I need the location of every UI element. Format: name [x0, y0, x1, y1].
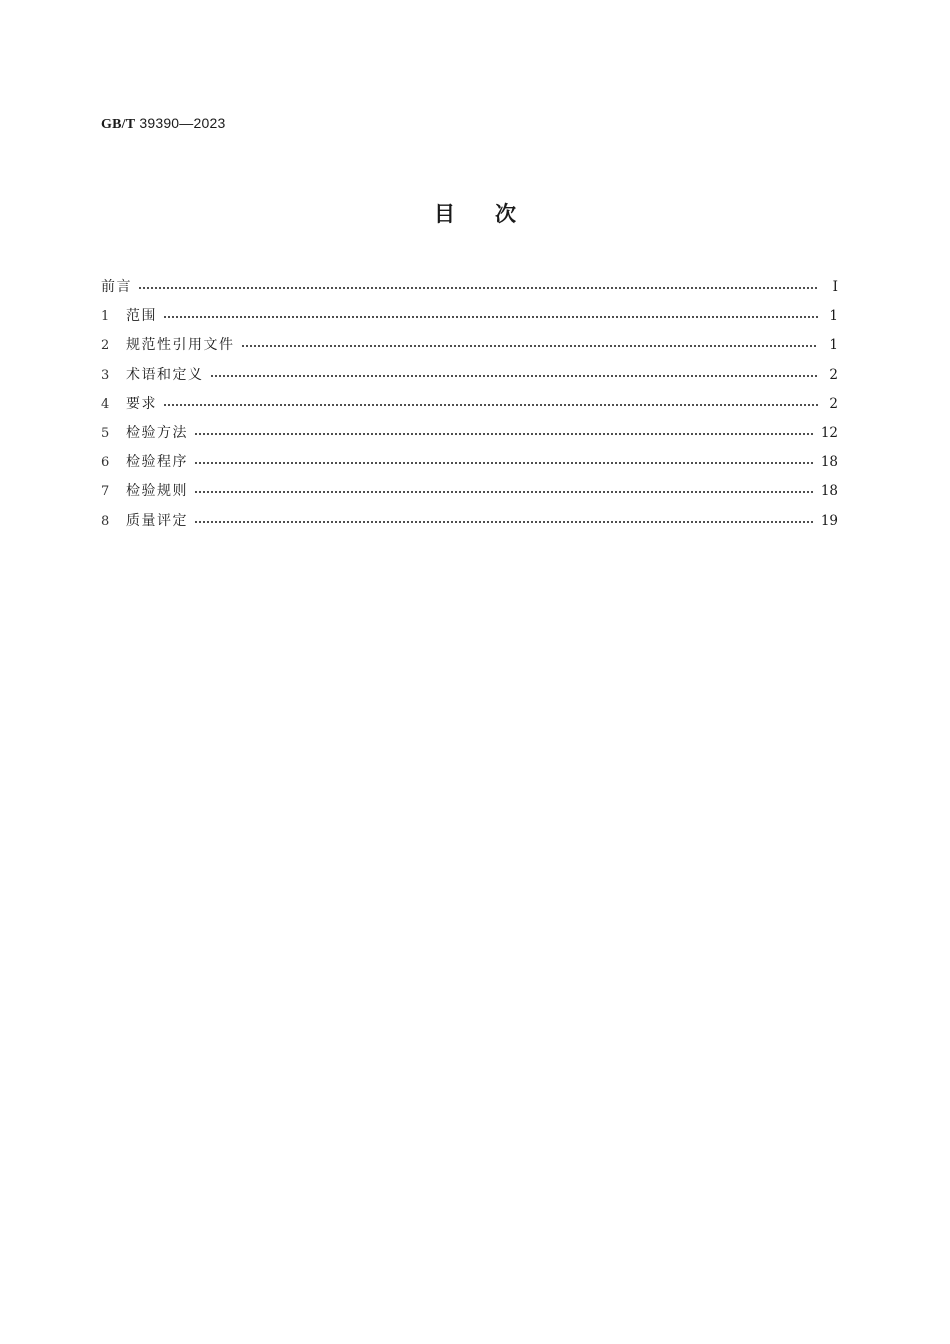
- toc-entry-number: 3: [101, 367, 110, 383]
- standard-code-prefix: GB/T: [101, 117, 136, 132]
- dot-leader: [194, 482, 815, 496]
- toc-entry-page: 2: [829, 366, 838, 383]
- toc-entry-page: 1: [829, 308, 838, 325]
- standard-code: [101, 115, 225, 133]
- dot-leader: [138, 278, 818, 292]
- toc-entry-number: 7: [101, 484, 110, 500]
- dot-leader: [163, 307, 818, 321]
- toc-entry-label: 术语和定义: [126, 366, 204, 383]
- dot-leader: [194, 512, 815, 526]
- toc-entry-page: 19: [820, 512, 838, 529]
- toc-entry-number: 5: [101, 425, 110, 441]
- toc-entry-label: 前言: [101, 279, 132, 295]
- toc-entry-8[interactable]: [101, 510, 838, 539]
- dot-leader: [241, 336, 819, 350]
- toc-entry-label: 规范性引用文件: [126, 337, 235, 354]
- toc-entry-4[interactable]: [101, 393, 838, 422]
- toc-entry-label: 检验程序: [126, 454, 188, 471]
- toc-entry-3[interactable]: [101, 364, 838, 393]
- toc-entry-number: 8: [101, 513, 110, 529]
- dot-leader: [194, 453, 815, 467]
- toc-entry-2[interactable]: [101, 334, 838, 363]
- toc-entry-page: 1: [829, 337, 838, 354]
- toc-entry-number: 4: [101, 396, 110, 412]
- toc-entry-page: 12: [820, 424, 838, 441]
- toc-entry-foreword[interactable]: [101, 276, 838, 305]
- toc-entry-number: 6: [101, 455, 110, 471]
- toc-entry-number: 2: [101, 338, 110, 354]
- toc-entry-page: 2: [829, 395, 838, 412]
- toc-entry-page: Ⅰ: [832, 279, 838, 295]
- toc-entry-label: 要求: [126, 395, 157, 412]
- toc-entry-5[interactable]: [101, 422, 838, 451]
- toc-entry-7[interactable]: [101, 480, 838, 509]
- toc-entry-page: 18: [820, 454, 838, 471]
- toc-entry-number: 1: [101, 309, 110, 325]
- table-of-contents: [101, 276, 838, 539]
- toc-entry-page: 18: [820, 483, 838, 500]
- toc-entry-6[interactable]: [101, 451, 838, 480]
- toc-entry-label: 质量评定: [126, 512, 188, 529]
- toc-entry-label: 检验方法: [126, 424, 188, 441]
- toc-entry-label: 范围: [126, 308, 157, 325]
- toc-entry-label: 检验规则: [126, 483, 188, 500]
- standard-code-number: 39390—2023: [139, 115, 226, 131]
- toc-entry-1[interactable]: [101, 305, 838, 334]
- page-title: 目次: [434, 202, 556, 226]
- dot-leader: [194, 424, 815, 438]
- dot-leader: [163, 395, 818, 409]
- dot-leader: [210, 366, 819, 380]
